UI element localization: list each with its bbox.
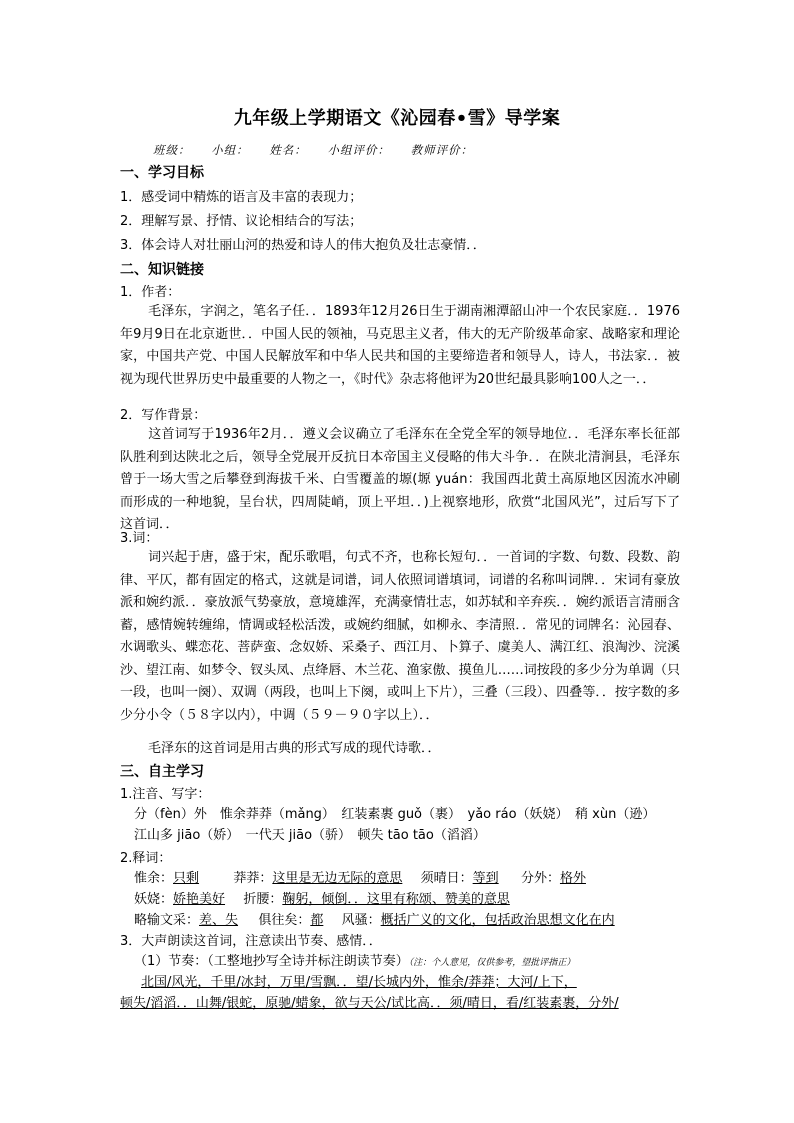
explain-answer: 概括广义的文化，包括政治思想文化在内 bbox=[380, 913, 615, 928]
background-paragraph bbox=[120, 424, 680, 537]
explain-term: 须晴日： bbox=[420, 871, 473, 886]
phonetic-line: 分（fèn）外 惟余莽莽（mǎng） 红装素裹 guǒ（裹） yǎo ráo（妖娆） 稍 xùn（逊） bbox=[134, 807, 656, 822]
goal-item: 3．体会诗人对壮丽山河的热爱和诗人的伟大抱负及壮志豪情．． bbox=[120, 238, 486, 253]
ci-text: 词兴起于唐，盛于宋，配乐歌唱，句式不齐，也称长短句．．一首词的字数、句数、段数、韵律、平仄，都有固定的格式，这就是词谱，词人依照词谱填词，词谱的名称叫词牌．．宋词有豪放派和婉约派．．豪放派气势豪放，意境雄浑，充满豪情壮志，如苏轼和辛弃疾．．婉约派语言清丽含蓄，感情婉转缠绵，情调或轻松活泼，或婉约细腻，如柳永、李清照．．常见的词牌名：沁园春、水调歌头、蝶恋花、菩萨蛮、念奴娇、采桑子、西江月、卜算子、虞美人、满江红、浪淘沙、浣溪沙、望江南、如梦令、钗头凤、点绛唇、木兰花、渔家傲、摸鱼儿……词按段的多少分为单调（只一段，也叫一阕）、双调（两段，也叫上下阕，或叫上下片），三叠（三段）、四叠等．．按字数的多少分小令（５８字以内），中调（５９－９０字以上）．． bbox=[120, 550, 680, 723]
section-heading-knowledge: 二、知识链接 bbox=[120, 262, 204, 278]
explain-answer: 鞠躬，倾倒．．这里有称颂、赞美的意思 bbox=[282, 892, 510, 907]
ci-paragraph bbox=[120, 547, 680, 727]
explain-term: 分外： bbox=[520, 871, 560, 886]
rhythm-note: （注：个人意见，仅供参考，望批评指正） bbox=[408, 958, 576, 968]
explain-row bbox=[134, 870, 586, 888]
explain-answer: 只剩 bbox=[173, 871, 200, 886]
group-eval-field: 小组评价： bbox=[327, 143, 390, 157]
goal-item: 1．感受词中精炼的语言及丰富的表现力； bbox=[120, 190, 363, 205]
name-field: 姓名： bbox=[269, 143, 307, 157]
background-label: 2．写作背景： bbox=[120, 408, 207, 423]
rhythm-label: （1）节奏：（工整地抄写全诗并标注朗读节奏） bbox=[134, 954, 409, 969]
explain-label: 2.释词： bbox=[120, 851, 172, 866]
author-paragraph bbox=[120, 301, 680, 391]
explain-answer: 差、失 bbox=[199, 913, 239, 928]
teacher-eval-field: 教师评价： bbox=[410, 143, 474, 157]
class-field: 班级： bbox=[153, 143, 191, 157]
explain-answer: 娇艳美好 bbox=[173, 892, 226, 907]
goal-item: 2．理解写景、抒情、议论相结合的写法； bbox=[120, 214, 363, 229]
ci-paragraph-2 bbox=[120, 738, 680, 761]
read-aloud-label: 3．大声朗读这首词，注意读出节奏、感情．． bbox=[120, 934, 382, 949]
explain-answer: 等到 bbox=[472, 871, 499, 886]
page-title: 九年级上学期语文《沁园春•雪》导学案 bbox=[233, 108, 561, 129]
author-label: 1．作者： bbox=[120, 285, 181, 300]
explain-answer: 这里是无边无际的意思 bbox=[272, 871, 403, 886]
explain-term: 妖娆： bbox=[134, 892, 174, 907]
explain-row bbox=[134, 912, 615, 930]
explain-term: 折腰： bbox=[243, 892, 283, 907]
author-text: 毛泽东，字润之，笔名子任．．1893年12月26日生于湖南湘潭韶山冲一个农民家庭．．1976年9月9日在北京逝世．．中国人民的领袖，马克思主义者，伟大的无产阶级革命家、战略家和理论家，中国共产党、中国人民解放军和中华人民共和国的主要缔造者和领导人，诗人，书法家．．被视为现代世界历史中最重要的人物之一，《时代》杂志将他评为20世纪最具影响100人之一．． bbox=[120, 304, 680, 387]
explain-row bbox=[134, 891, 510, 909]
group-field: 小组： bbox=[211, 143, 249, 157]
phonetic-line: 江山多 jiāo（娇） 一代天 jiāo（骄） 顿失 tāo tāo（滔滔） bbox=[134, 828, 486, 843]
explain-term: 略输文采： bbox=[134, 913, 200, 928]
ci-text-2: 毛泽东的这首词是用古典的形式写成的现代诗歌．． bbox=[148, 741, 441, 756]
section-heading-goals: 一、学习目标 bbox=[120, 165, 204, 181]
background-text: 这首词写于1936年2月．．遵义会议确立了毛泽东在全党全军的领导地位．．毛泽东率长征部队胜利到达陕北之后，领导全党展开反抗日本帝国主义侵略的伟大斗争．．在陕北清涧县，毛泽东曾于一场大雪之后攀登到海拔千米、白雪覆盖的塬(塬 yuán：我国西北黄土高原地区因流水冲刷而形成的一种地貌，呈台状，四周陡峭，顶上平坦．．)上视察地形，欣赏“北国风光”，过后写下了这首词．． bbox=[120, 427, 680, 532]
explain-term: 莽莽： bbox=[233, 871, 273, 886]
explain-term: 俱往矣： bbox=[258, 913, 311, 928]
ci-label: 3.词： bbox=[120, 531, 159, 546]
explain-answer: 格外 bbox=[559, 871, 586, 886]
phonetic-label: 1.注音、写字： bbox=[120, 787, 211, 802]
explain-term: 风骚： bbox=[341, 913, 381, 928]
student-info-row bbox=[153, 142, 489, 158]
section-heading-self-study: 三、自主学习 bbox=[120, 764, 204, 780]
rhythm-row bbox=[134, 953, 575, 972]
explain-term: 惟余： bbox=[134, 871, 174, 886]
rhythm-line: 顿失/滔滔．．山舞/银蛇，原驰/蜡象，欲与天公/试比高．．须/晴日，看/红装素裹，分外/ bbox=[120, 996, 619, 1011]
rhythm-line: 北国/风光，千里/冰封，万里/雪飘．．望/长城内外，惟余/莽莽；大河/上下， bbox=[141, 975, 577, 990]
explain-answer: 都 bbox=[310, 913, 324, 928]
